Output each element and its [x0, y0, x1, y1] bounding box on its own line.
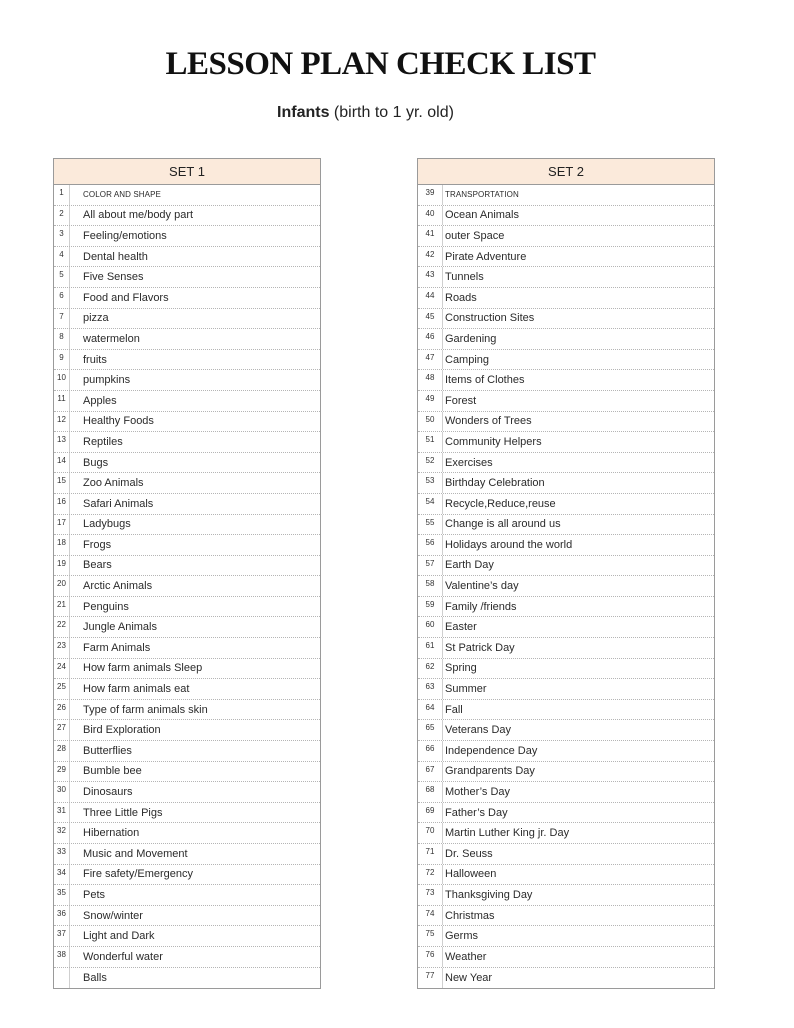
row-topic: Tunnels: [445, 271, 484, 284]
checklist-row: [54, 494, 320, 515]
checklist-row: [418, 885, 714, 906]
row-number: 37: [54, 926, 70, 946]
row-topic: outer Space: [445, 229, 505, 242]
row-topic: Safari Animals: [83, 497, 154, 510]
checklist-row: [418, 453, 714, 474]
row-number: 71: [418, 844, 443, 864]
set-2-rows: [418, 185, 714, 988]
checklist-row: [54, 453, 320, 474]
row-topic: Fall: [445, 703, 463, 716]
row-topic: Wonders of Trees: [445, 415, 532, 428]
set-1-rows: [54, 185, 320, 988]
row-number: 1: [54, 185, 70, 205]
set-2-header: SET 2: [418, 159, 714, 185]
row-number: 4: [54, 247, 70, 267]
checklist-row: [418, 638, 714, 659]
row-topic: Pirate Adventure: [445, 250, 527, 263]
row-number: 23: [54, 638, 70, 658]
checklist-row: [54, 288, 320, 309]
checklist-row: [54, 741, 320, 762]
row-topic: Zoo Animals: [83, 477, 144, 490]
checklist-row: [54, 309, 320, 330]
row-number: 59: [418, 597, 443, 617]
row-number: 10: [54, 370, 70, 390]
row-topic: Community Helpers: [445, 435, 542, 448]
checklist-row: [418, 659, 714, 680]
row-number: 61: [418, 638, 443, 658]
row-number: 60: [418, 617, 443, 637]
checklist-row: [54, 412, 320, 433]
checklist-row: [54, 885, 320, 906]
row-topic: Bumble bee: [83, 765, 142, 778]
checklist-row: [54, 865, 320, 886]
row-topic: Earth Day: [445, 559, 494, 572]
row-number: 63: [418, 679, 443, 699]
row-number: 8: [54, 329, 70, 349]
checklist-row: [54, 762, 320, 783]
row-topic: Bears: [83, 559, 112, 572]
checklist-row: [54, 350, 320, 371]
checklist-row: [54, 968, 320, 989]
row-topic: Thanksgiving Day: [445, 888, 533, 901]
checklist-row: [54, 803, 320, 824]
row-number: 42: [418, 247, 443, 267]
row-number: 48: [418, 370, 443, 390]
row-topic: Veterans Day: [445, 724, 512, 737]
row-topic: Frogs: [83, 538, 112, 551]
row-topic: Grandparents Day: [445, 765, 535, 778]
row-number: 27: [54, 720, 70, 740]
row-topic: Pets: [83, 888, 106, 901]
row-number: 57: [418, 556, 443, 576]
row-number: 40: [418, 206, 443, 226]
checklist-row: [418, 247, 714, 268]
row-number: 32: [54, 823, 70, 843]
row-topic: Healthy Foods: [83, 415, 154, 428]
row-topic: Five Senses: [83, 271, 144, 284]
row-number: 49: [418, 391, 443, 411]
checklist-row: [54, 432, 320, 453]
set-1-header: SET 1: [54, 159, 320, 185]
row-topic: Germs: [445, 930, 478, 943]
row-number: 74: [418, 906, 443, 926]
checklist-row: [54, 576, 320, 597]
checklist-row: [418, 329, 714, 350]
row-topic: Bugs: [83, 456, 109, 469]
row-number: 58: [418, 576, 443, 596]
row-topic: Apples: [83, 394, 117, 407]
checklist-row: [418, 370, 714, 391]
row-topic: Ladybugs: [83, 518, 131, 531]
row-topic: Family /friends: [445, 600, 517, 613]
row-number: 26: [54, 700, 70, 720]
row-topic: Hibernation: [83, 827, 140, 840]
checklist-row: [54, 247, 320, 268]
row-topic: Summer: [445, 683, 487, 696]
row-number: 70: [418, 823, 443, 843]
row-number: 67: [418, 762, 443, 782]
row-topic: TRANSPORTATION: [445, 190, 519, 200]
row-topic: How farm animals Sleep: [83, 662, 203, 675]
checklist-row: [54, 515, 320, 536]
checklist-row: [418, 947, 714, 968]
row-number: 11: [54, 391, 70, 411]
row-number: 29: [54, 762, 70, 782]
row-topic: Penguins: [83, 600, 129, 613]
page-subtitle: [0, 104, 731, 122]
row-topic: Feeling/emotions: [83, 229, 167, 242]
checklist-row: [418, 720, 714, 741]
set-1-table: [53, 158, 321, 989]
page-title: LESSON PLAN CHECK LIST: [165, 46, 596, 82]
row-number: 77: [418, 968, 443, 989]
row-topic: Wonderful water: [83, 950, 163, 963]
row-number: 46: [418, 329, 443, 349]
row-topic: watermelon: [83, 332, 140, 345]
row-number: 43: [418, 267, 443, 287]
row-topic: Father’s Day: [445, 806, 508, 819]
row-topic: Spring: [445, 662, 477, 675]
row-number: 18: [54, 535, 70, 555]
checklist-row: [418, 494, 714, 515]
row-number: 47: [418, 350, 443, 370]
checklist-row: [418, 617, 714, 638]
checklist-row: [418, 432, 714, 453]
row-number: 28: [54, 741, 70, 761]
row-topic: Farm Animals: [83, 641, 151, 654]
checklist-row: [54, 329, 320, 350]
checklist-row: [54, 947, 320, 968]
row-number: 65: [418, 720, 443, 740]
row-topic: Forest: [445, 394, 477, 407]
checklist-row: [54, 720, 320, 741]
row-topic: St Patrick Day: [445, 641, 515, 654]
row-number: 56: [418, 535, 443, 555]
checklist-row: [54, 926, 320, 947]
row-number: 73: [418, 885, 443, 905]
row-number: 7: [54, 309, 70, 329]
row-number: 55: [418, 515, 443, 535]
checklist-row: [54, 679, 320, 700]
checklist-row: [54, 226, 320, 247]
row-number: 50: [418, 412, 443, 432]
row-number: 51: [418, 432, 443, 452]
checklist-row: [418, 823, 714, 844]
row-topic: Bird Exploration: [83, 724, 161, 737]
checklist-row: [418, 968, 714, 989]
row-topic: Gardening: [445, 332, 497, 345]
row-topic: Halloween: [445, 868, 497, 881]
row-topic: COLOR AND SHAPE: [83, 190, 161, 200]
row-number: 44: [418, 288, 443, 308]
checklist-row: [54, 267, 320, 288]
row-topic: Exercises: [445, 456, 493, 469]
row-number: 69: [418, 803, 443, 823]
checklist-row: [54, 597, 320, 618]
checklist-row: [54, 844, 320, 865]
row-number: 41: [418, 226, 443, 246]
row-number: 25: [54, 679, 70, 699]
subtitle-age-group: Infants: [277, 104, 330, 121]
row-number: 38: [54, 947, 70, 967]
checklist-row: [418, 865, 714, 886]
row-topic: Recycle,Reduce,reuse: [445, 497, 556, 510]
checklist-row: [54, 473, 320, 494]
checklist-row: [418, 762, 714, 783]
row-number: 30: [54, 782, 70, 802]
row-number: 2: [54, 206, 70, 226]
row-number: 52: [418, 453, 443, 473]
row-number: 68: [418, 782, 443, 802]
row-number: 64: [418, 700, 443, 720]
row-topic: Dinosaurs: [83, 786, 133, 799]
row-number: 5: [54, 267, 70, 287]
row-topic: Camping: [445, 353, 490, 366]
row-topic: Construction Sites: [445, 312, 535, 325]
row-topic: Light and Dark: [83, 930, 155, 943]
row-topic: Jungle Animals: [83, 621, 157, 634]
row-topic: How farm animals eat: [83, 683, 190, 696]
checklist-row: [418, 309, 714, 330]
row-topic: Valentine’s day: [445, 580, 519, 593]
row-number: 75: [418, 926, 443, 946]
row-topic: Dr. Seuss: [445, 847, 493, 860]
row-number: 3: [54, 226, 70, 246]
row-number: 54: [418, 494, 443, 514]
checklist-row: [418, 844, 714, 865]
subtitle-age-range: (birth to 1 yr. old): [329, 104, 454, 121]
checklist-row: [418, 288, 714, 309]
row-number: 17: [54, 515, 70, 535]
row-number: 15: [54, 473, 70, 493]
checklist-row: [54, 659, 320, 680]
checklist-row: [54, 823, 320, 844]
checklist-row: [418, 267, 714, 288]
checklist-row: [418, 412, 714, 433]
row-topic: pizza: [83, 312, 109, 325]
row-number: 14: [54, 453, 70, 473]
row-topic: All about me/body part: [83, 209, 194, 222]
row-number: 34: [54, 865, 70, 885]
checklist-row: [418, 473, 714, 494]
checklist-row: [418, 535, 714, 556]
checklist-row: [418, 515, 714, 536]
row-number: 9: [54, 350, 70, 370]
row-topic: Birthday Celebration: [445, 477, 545, 490]
row-topic: Balls: [83, 971, 107, 984]
checklist-row: [54, 556, 320, 577]
row-topic: Food and Flavors: [83, 291, 169, 304]
row-topic: Roads: [445, 291, 477, 304]
row-topic: Easter: [445, 621, 477, 634]
checklist-row: [418, 700, 714, 721]
row-topic: fruits: [83, 353, 107, 366]
checklist-row: [54, 391, 320, 412]
checklist-row: [54, 535, 320, 556]
row-number: 31: [54, 803, 70, 823]
row-topic: Christmas: [445, 909, 495, 922]
row-topic: Fire safety/Emergency: [83, 868, 194, 881]
row-topic: Martin Luther King jr. Day: [445, 827, 570, 840]
row-number: 21: [54, 597, 70, 617]
row-topic: Weather: [445, 950, 487, 963]
checklist-row: [418, 576, 714, 597]
checklist-row: [418, 391, 714, 412]
checklist-row: [418, 206, 714, 227]
row-topic: Reptiles: [83, 435, 123, 448]
checklist-row: [418, 926, 714, 947]
row-topic: Music and Movement: [83, 847, 188, 860]
row-topic: Mother’s Day: [445, 786, 511, 799]
checklist-row: [418, 556, 714, 577]
checklist-row: [418, 782, 714, 803]
checklist-row: [54, 185, 320, 206]
row-topic: Holidays around the world: [445, 538, 573, 551]
row-number: 53: [418, 473, 443, 493]
row-number: 36: [54, 906, 70, 926]
checklist-row: [54, 617, 320, 638]
row-number: 12: [54, 412, 70, 432]
row-number: 45: [418, 309, 443, 329]
row-number: 6: [54, 288, 70, 308]
checklist-row: [418, 185, 714, 206]
row-number: 62: [418, 659, 443, 679]
row-number: 39: [418, 185, 443, 205]
checklist-row: [54, 206, 320, 227]
row-topic: Butterflies: [83, 744, 132, 757]
row-topic: Dental health: [83, 250, 148, 263]
row-number: 20: [54, 576, 70, 596]
row-number: 22: [54, 617, 70, 637]
row-number: [54, 968, 70, 989]
row-number: 76: [418, 947, 443, 967]
row-number: 19: [54, 556, 70, 576]
row-number: 24: [54, 659, 70, 679]
set-2-table: [417, 158, 715, 989]
row-topic: Change is all around us: [445, 518, 561, 531]
checklist-row: [54, 370, 320, 391]
row-number: 35: [54, 885, 70, 905]
row-number: 13: [54, 432, 70, 452]
row-topic: Type of farm animals skin: [83, 703, 208, 716]
checklist-row: [54, 638, 320, 659]
checklist-row: [418, 597, 714, 618]
checklist-row: [418, 350, 714, 371]
row-topic: Arctic Animals: [83, 580, 153, 593]
checklist-row: [54, 782, 320, 803]
row-topic: Independence Day: [445, 744, 538, 757]
row-topic: Three Little Pigs: [83, 806, 163, 819]
checklist-row: [418, 226, 714, 247]
row-number: 16: [54, 494, 70, 514]
checklist-row: [418, 803, 714, 824]
checklist-row: [418, 679, 714, 700]
row-number: 66: [418, 741, 443, 761]
row-topic: pumpkins: [83, 374, 131, 387]
row-number: 72: [418, 865, 443, 885]
checklist-row: [418, 741, 714, 762]
checklist-row: [54, 700, 320, 721]
row-number: 33: [54, 844, 70, 864]
row-topic: New Year: [445, 971, 493, 984]
row-topic: Ocean Animals: [445, 209, 519, 222]
row-topic: Items of Clothes: [445, 374, 525, 387]
row-topic: Snow/winter: [83, 909, 143, 922]
checklist-row: [418, 906, 714, 927]
checklist-row: [54, 906, 320, 927]
